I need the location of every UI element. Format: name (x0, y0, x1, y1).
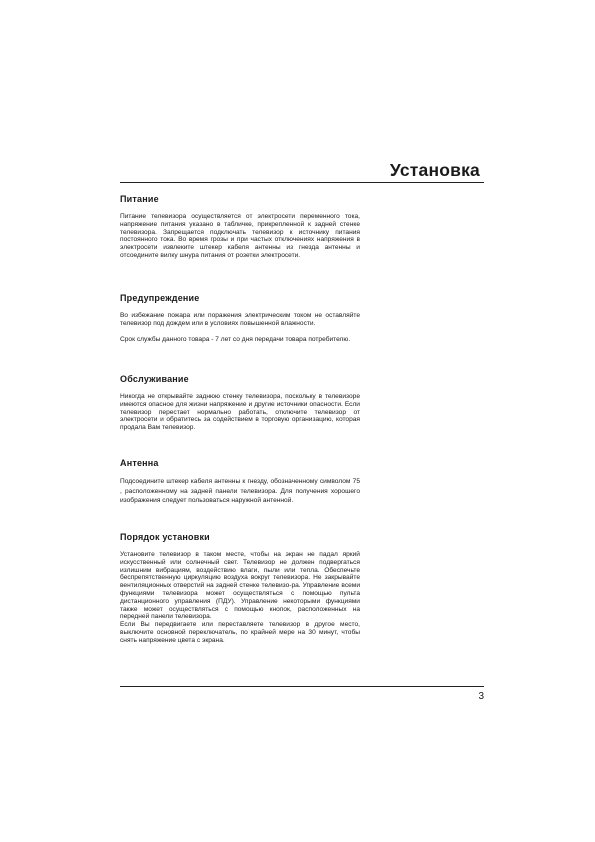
section-heading: Питание (120, 194, 159, 204)
section-paragraph: Никогда не открывайте заднюю стенку телевизора, поскольку в телевизоре имеются опасное для жизни напряжение и другие источники опасности. Если телевизор перестает нормально работать, отключите телевизор от электросети и обратитесь за содействием в торговую организацию, которая продала Вам телевизор. (120, 393, 360, 432)
section-paragraph: Во избежание пожара или поражения электрическим током не оставляйте телевизор под дождем или в условиях повышенной влажности. (120, 312, 360, 327)
section-paragraph: Срок службы данного товара - 7 лет со дня передачи товара потребителю. (120, 335, 351, 343)
section-paragraph: Установите телевизор в таком месте, чтобы на экран не падал яркий искусственный или солнечный свет. Телевизор не должен подвергаться излишним вибрациям, воздействию влаги, пыли или тепла. Обеспечьте беспрепятственную циркуляцию воздуха вокруг телевизора. Не закрывайте вентиляционных отверстий на задней стенке телевизо-ра. Управление всеми функциями телевизора может осуществляться с помощью пульта дистанционного управления (ПДУ). Управление некоторыми функциями также может осуществляться с помощью кнопок, расположенных на передней панели телевизора. (120, 551, 360, 621)
section-maintenance (120, 374, 360, 432)
section-heading: Порядок установки (120, 532, 210, 542)
page-number: 3 (478, 691, 484, 702)
footer-divider (120, 686, 484, 687)
section-heading: Обслуживание (120, 374, 189, 384)
title-divider (120, 182, 484, 183)
section-warning (120, 293, 360, 343)
section-paragraph: Подсоедините штекер кабеля антенны к гнезду, обозначенному символом 75 , расположенному на задней панели телевизора. Для получения хорошего изображения следует пользоваться наружной антенной. (120, 478, 360, 504)
section-paragraph: Если Вы передвигаете или переставляете телевизор в другое место, выключите основной переключатель, по крайней мере на 30 минут, чтобы снять напряжение цвета с экрана. (120, 621, 360, 644)
section-antenna (120, 458, 360, 506)
section-heading: Антенна (120, 458, 159, 468)
section-power (120, 194, 360, 260)
page-title: Установка (389, 160, 480, 180)
section-paragraph: Питание телевизора осуществляется от электросети переменного тока, напряжение питания указано в табличке, прикрепленной к задней стенке телевизора. Запрещается подключать телевизор к источнику питания постоянного тока. Во время грозы и при частых отключениях напряжения в электросети извлеките штекер кабеля антенны из гнезда антенны и отсоедините вилку шнура питания от розетки электросети. (120, 213, 360, 259)
section-heading: Предупреждение (120, 293, 200, 303)
section-installation (120, 532, 360, 645)
